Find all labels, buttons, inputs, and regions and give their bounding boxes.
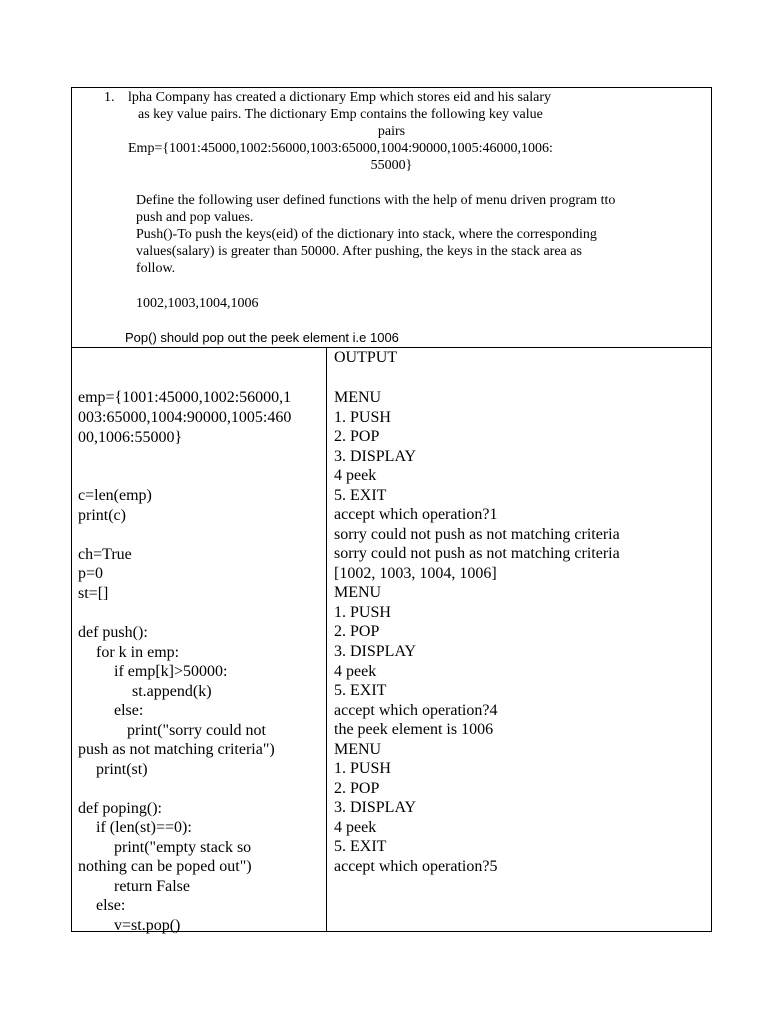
code-line: if (len(st)==0): (96, 819, 192, 836)
push-description-line-1: Push()-To push the keys(eid) of the dictionary into stack, where the corresponding (136, 227, 597, 242)
code-line: print(st) (96, 761, 148, 778)
column-divider (326, 348, 327, 932)
output-line: 4 peek (334, 467, 377, 484)
output-line: MENU (334, 389, 382, 406)
code-line: print("empty stack so (114, 839, 252, 856)
output-heading: OUTPUT (334, 349, 398, 366)
output-line: sorry could not push as not matching criteria (334, 545, 620, 562)
question-text-line-2: as key value pairs. The dictionary Emp contains the following key value (138, 107, 543, 122)
code-line: st=[] (78, 585, 109, 602)
output-line: accept which operation?5 (334, 858, 498, 875)
question-number: 1. (104, 90, 115, 105)
output-line: 3. DISPLAY (334, 643, 417, 660)
output-line: 5. EXIT (334, 487, 387, 504)
output-line: 3. DISPLAY (334, 448, 417, 465)
code-line: st.append(k) (132, 683, 212, 700)
code-line: print("sorry could not (127, 722, 266, 739)
output-line: 1. PUSH (334, 760, 391, 777)
code-line: v=st.pop() (114, 917, 181, 934)
output-line: MENU (334, 741, 382, 758)
question-table (71, 87, 712, 932)
pop-description: Pop() should pop out the peek element i.e 1006 (125, 330, 399, 345)
code-line: 003:65000,1004:90000,1005:460 (78, 409, 292, 426)
code-cell (78, 348, 323, 932)
expected-stack-keys: 1002,1003,1004,1006 (136, 296, 259, 311)
output-line: 1. PUSH (334, 604, 391, 621)
dictionary-line-2: 55000} (370, 158, 413, 173)
question-cell (72, 88, 711, 348)
code-line: c=len(emp) (78, 487, 152, 504)
output-line: 5. EXIT (334, 682, 387, 699)
define-line-1: Define the following user defined functions with the help of menu driven program tto (136, 193, 616, 208)
push-description-line-2: values(salary) is greater than 50000. After pushing, the keys in the stack area as (136, 244, 582, 259)
code-line: print(c) (78, 507, 126, 524)
output-line: accept which operation?1 (334, 506, 498, 523)
output-line: 4 peek (334, 663, 377, 680)
question-text-line-1: lpha Company has created a dictionary Emp which stores eid and his salary (128, 90, 551, 105)
code-line: for k in emp: (96, 644, 180, 661)
push-description-line-3: follow. (136, 261, 176, 276)
code-line: if emp[k]>50000: (114, 663, 228, 680)
output-line: 5. EXIT (334, 838, 387, 855)
code-line: else: (96, 897, 126, 914)
output-line: 2. POP (334, 780, 380, 797)
output-line: [1002, 1003, 1004, 1006] (334, 565, 497, 582)
dictionary-line-1: Emp={1001:45000,1002:56000,1003:65000,1004:90000,1005:46000,1006: (128, 141, 553, 156)
output-line: sorry could not push as not matching criteria (334, 526, 620, 543)
output-line: the peek element is 1006 (334, 721, 494, 738)
code-line: 00,1006:55000} (78, 429, 183, 446)
output-line: 1. PUSH (334, 409, 391, 426)
code-line: else: (114, 702, 144, 719)
code-line: emp={1001:45000,1002:56000,1 (78, 389, 292, 406)
define-line-2: push and pop values. (136, 210, 254, 225)
output-line: 2. POP (334, 623, 380, 640)
code-line: nothing can be poped out") (78, 858, 252, 875)
output-line: MENU (334, 584, 382, 601)
code-line: def poping(): (78, 800, 162, 817)
output-cell (334, 348, 709, 932)
code-line: ch=True (78, 546, 132, 563)
code-line: return False (114, 878, 190, 895)
code-line: def push(): (78, 624, 148, 641)
output-line: 4 peek (334, 819, 377, 836)
output-line: 3. DISPLAY (334, 799, 417, 816)
code-line: push as not matching criteria") (78, 741, 275, 758)
code-line: p=0 (78, 565, 104, 582)
output-line: 2. POP (334, 428, 380, 445)
output-line: accept which operation?4 (334, 702, 498, 719)
question-text-line-3: pairs (377, 124, 406, 139)
